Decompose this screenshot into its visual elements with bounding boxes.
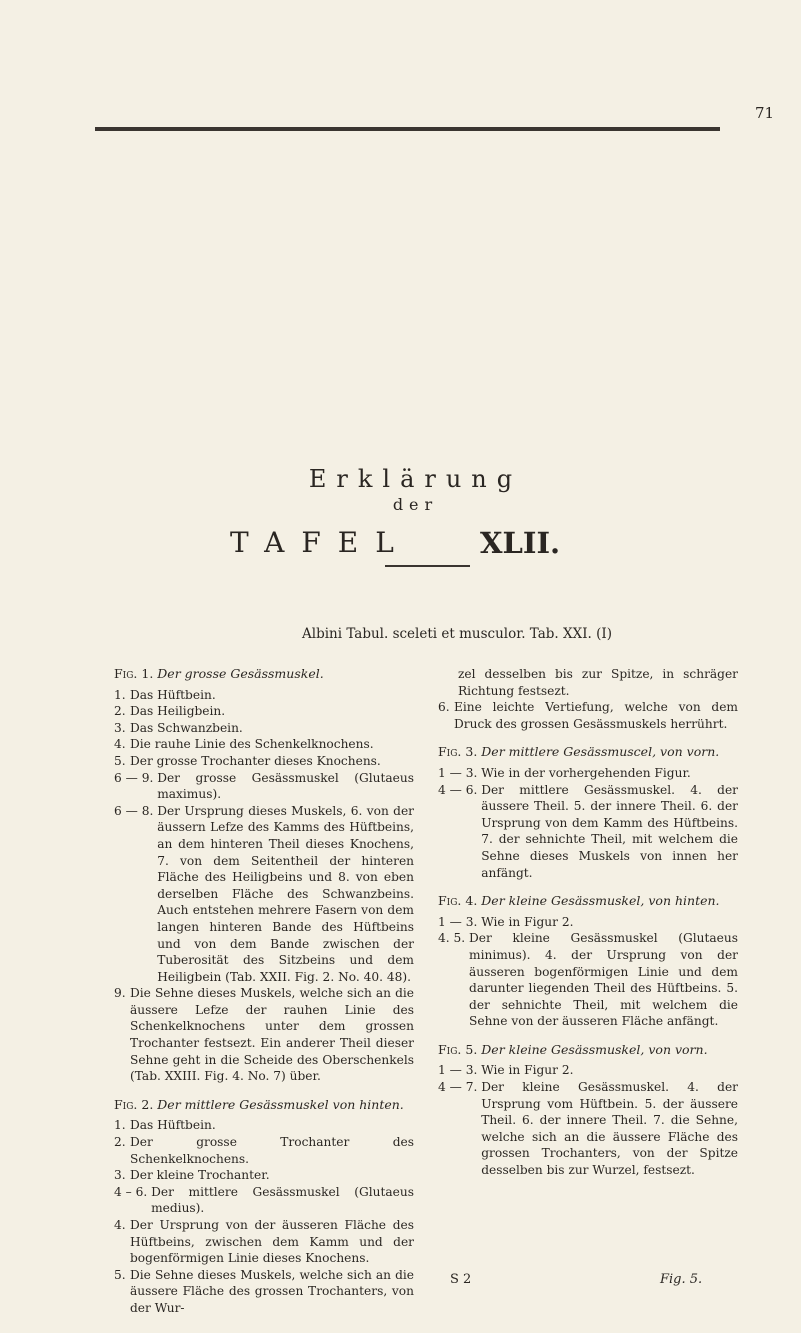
- figure-label: Fig. 1.: [114, 666, 154, 681]
- figure-heading: [114, 1097, 414, 1114]
- entry-text: Der Ursprung von der äusseren Fläche des Hüftbeins, zwischen dem Kamm und der bogenförmigen Linie dieses Knochens.: [130, 1218, 414, 1266]
- entry-number: 1 — 3.: [438, 914, 482, 929]
- legend-entry: [438, 782, 738, 882]
- entry-number: 3.: [114, 1168, 130, 1183]
- figure-title: Der kleine Gesässmuskel, von vorn.: [481, 1041, 708, 1057]
- entry-number: 5.: [114, 1267, 130, 1282]
- entry-text: Der mittlere Gesässmuskel (Glutaeus medius).: [151, 1184, 414, 1216]
- legend-entry: [114, 1217, 414, 1267]
- legend-entry: [438, 699, 738, 732]
- entry-text: Der grosse Trochanter des Schenkelknochens.: [130, 1135, 414, 1166]
- entry-number: 2.: [114, 704, 130, 719]
- entry-text: Die rauhe Linie des Schenkelknochens.: [130, 737, 374, 752]
- legend-entry: [438, 1079, 738, 1179]
- figure-title: Der kleine Gesässmuskel, von hinten.: [481, 893, 720, 909]
- legend-entry: [114, 770, 414, 803]
- top-rule: [95, 127, 720, 131]
- entry-text: Die Sehne dieses Muskels, welche sich an die äussere Lefze der rauhen Linie des Schenkelknochens unter dem grossen Trochanter festsezt. Ein anderer Theil dieser Sehne geht in die Scheide des Oberschenkels (Tab. XXIII. Fig. 4. No. 7) über.: [130, 986, 414, 1084]
- continuation-text: zel desselben bis zur Spitze, in schräger Richtung festsezt.: [458, 667, 738, 698]
- entry-number: 4 – 6.: [114, 1184, 152, 1199]
- legend-entry: [114, 736, 414, 753]
- entry-number: 3.: [114, 720, 130, 735]
- section-gap: [438, 881, 738, 893]
- entry-number: 4. 5.: [438, 931, 470, 946]
- legend-entry: [438, 914, 738, 931]
- legend-entry: [114, 1267, 414, 1317]
- entry-number: 1 — 3.: [438, 765, 482, 780]
- entry-number: 4.: [114, 737, 130, 752]
- entry-number: 1.: [114, 1118, 130, 1133]
- entry-number: 1 — 3.: [438, 1063, 482, 1078]
- legend-entry: [114, 1134, 414, 1167]
- figure-label: Fig. 3.: [438, 744, 478, 760]
- entry-text: Das Schwanzbein.: [130, 720, 243, 735]
- entry-text: Eine leichte Vertiefung, welche von dem Druck des grossen Gesässmuskels herrührt.: [454, 700, 738, 731]
- right-column: [438, 666, 738, 1179]
- legend-entry: [114, 1117, 414, 1134]
- entry-number: 4 — 7.: [438, 1080, 482, 1095]
- legend-entry: [114, 1167, 414, 1184]
- title-der: der: [392, 495, 439, 514]
- entry-text: Der kleine Trochanter.: [130, 1168, 270, 1183]
- entry-text: Der mittlere Gesässmuskel. 4. der äussere Theil. 5. der innere Theil. 6. der Ursprung von dem Kamm des Hüftbeins. 7. der sehnichte Theil, mit welchem die Sehne dieses Muskels von innen her anfängt.: [481, 782, 738, 880]
- figure-heading: [438, 1042, 738, 1059]
- figure-title: Der grosse Gesässmuskel.: [157, 666, 324, 681]
- entry-number: 6.: [438, 700, 454, 715]
- figure-label: Fig. 5.: [438, 1041, 478, 1057]
- entry-number: 4.: [114, 1218, 130, 1232]
- figure-title: Der mittlere Gesässmuscel, von vorn.: [481, 744, 720, 760]
- legend-entry: [114, 720, 414, 737]
- source-reference: Albini Tabul. sceleti et musculor. Tab. XXI. (I): [302, 626, 613, 642]
- legend-entry: [114, 703, 414, 720]
- legend-entry: [438, 1062, 738, 1079]
- legend-entry: [114, 803, 414, 986]
- entry-text: Der grosse Trochanter dieses Knochens.: [130, 753, 381, 768]
- entry-text: Das Hüftbein.: [130, 1118, 216, 1133]
- entry-number: 2.: [114, 1135, 130, 1150]
- entry-number: 5.: [114, 753, 130, 768]
- section-gap: [114, 1085, 414, 1097]
- entry-number: 4 — 6.: [438, 782, 482, 797]
- entry-text: Der Ursprung dieses Muskels, 6. von der äussern Lefze des Kamms des Hüftbeins, an dem hinteren Theil dieses Knochens, 7. von dem Seitentheil der hinteren Fläche des Heiligbeins und 8. von eben derselben Fläche des Schwanzbeins. Auch entstehen mehrere Fasern von dem langen hinteren Bande des Hüftbeins und von dem Bande zwischen der Tuberosität des Sitzbeins und dem Heiligbein (Tab. XXII. Fig. 2. No. 40. 48).: [157, 803, 414, 984]
- entry-text: Die Sehne dieses Muskels, welche sich an die äussere Fläche des grossen Trochanters, von der Wur-: [130, 1267, 414, 1315]
- entry-number: 6 — 8.: [114, 803, 158, 818]
- entry-text: Wie in Figur 2.: [481, 914, 574, 929]
- entry-text: Das Heiligbein.: [130, 704, 226, 719]
- entry-text: Der grosse Gesässmuskel (Glutaeus maximus).: [157, 770, 414, 802]
- title-plate-number: XLII.: [480, 526, 561, 560]
- legend-entry: [114, 1184, 414, 1217]
- title-main: Erklärung: [308, 465, 523, 493]
- page-number: 71: [755, 104, 775, 122]
- title-rule: [385, 565, 470, 567]
- title-tafel: TAFEL: [230, 526, 411, 559]
- figure-heading: [438, 744, 738, 761]
- legend-entry: [114, 985, 414, 1085]
- entry-text: Das Hüftbein.: [130, 687, 216, 702]
- legend-entry: [438, 930, 738, 1030]
- legend-entry: [438, 765, 738, 782]
- signature-mark: S 2: [450, 1272, 472, 1287]
- figure-label: Fig. 4.: [438, 893, 478, 909]
- left-column: [114, 666, 414, 1317]
- entry-number: 1.: [114, 687, 130, 702]
- entry-text: Wie in der vorhergehenden Figur.: [481, 765, 691, 780]
- figure-title: Der mittlere Gesässmuskel von hinten.: [157, 1096, 404, 1112]
- legend-entry: [114, 687, 414, 704]
- entry-number: 9.: [114, 986, 130, 1001]
- entry-text: Wie in Figur 2.: [481, 1063, 574, 1078]
- figure-heading: [114, 666, 414, 683]
- section-gap: [438, 732, 738, 744]
- legend-entry: [114, 753, 414, 770]
- section-gap: [438, 1030, 738, 1042]
- entry-text: Der kleine Gesässmuskel. 4. der Ursprung vom Hüftbein. 5. der äussere Theil. 6. der innere Theil. 7. die Sehne, welche sich an die äussere Fläche des grossen Trochanters, von der Spitze desselben bis zur Wurzel, festsezt.: [481, 1080, 738, 1178]
- entry-text: Der kleine Gesässmuskel (Glutaeus minimus). 4. der Ursprung von der äusseren bogenförmigen Linie und dem darunter liegenden Theil des Hüftbeins. 5. der sehnichte Theil, mit welchem die Sehne von der äusseren Fläche anfängt.: [469, 931, 738, 1029]
- figure-label: Fig. 2.: [114, 1096, 154, 1112]
- catchword: Fig. 5.: [660, 1272, 703, 1287]
- entry-number: 6 — 9.: [114, 770, 158, 785]
- figure-heading: [438, 893, 738, 910]
